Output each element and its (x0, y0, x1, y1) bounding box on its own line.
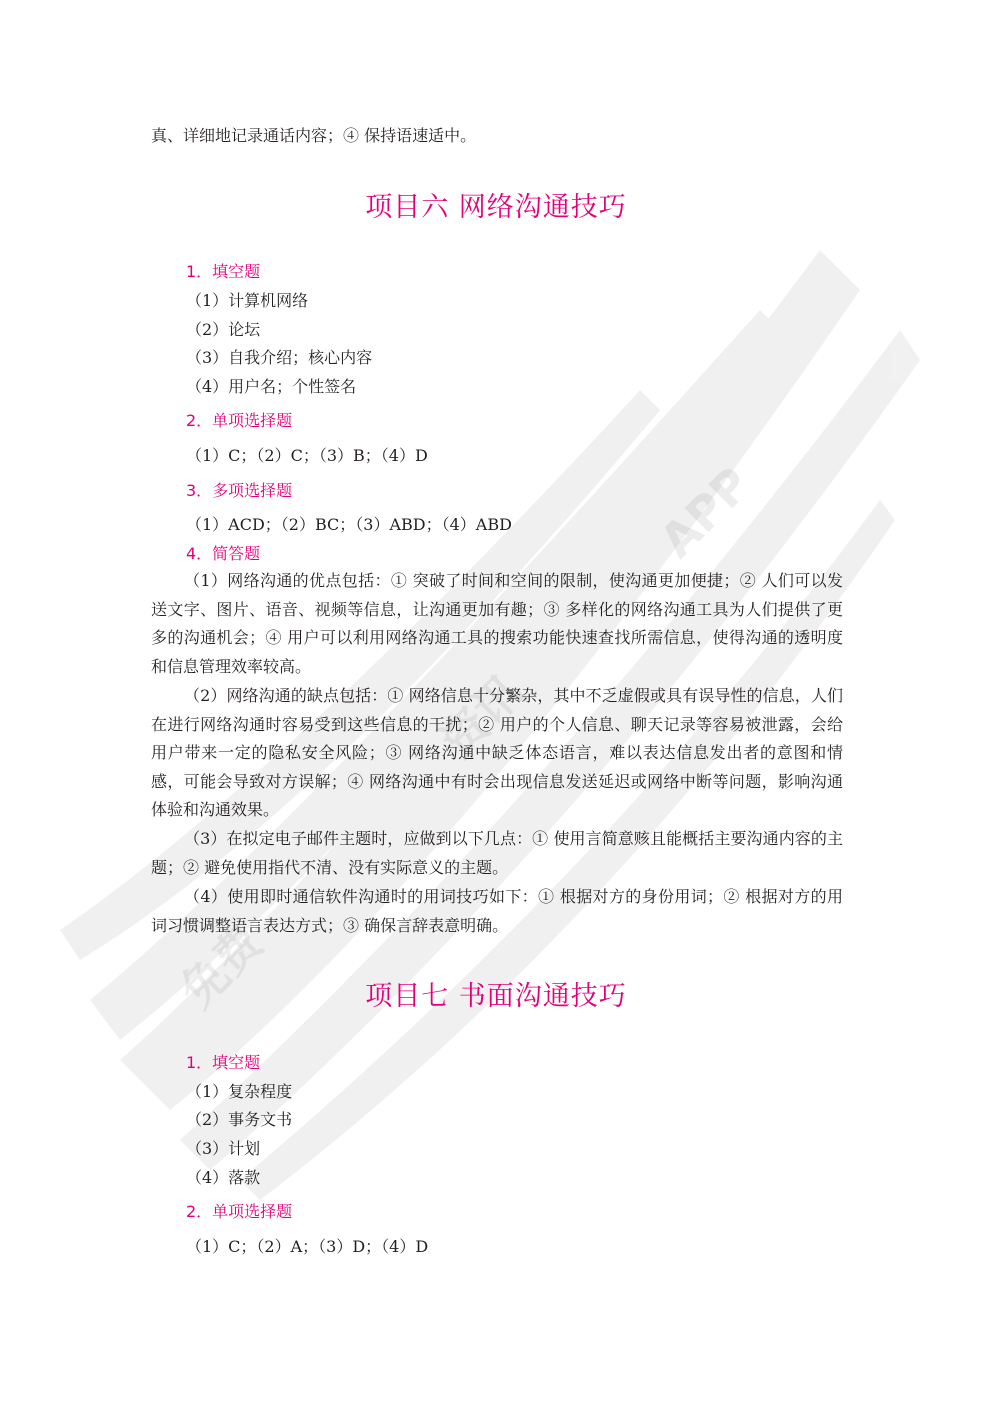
section7-single-heading: 2．单项选择题 (186, 1202, 293, 1221)
section7-fill-item: （2）事务文书 (186, 1110, 293, 1129)
section6-short-answer: （2）网络沟通的缺点包括：① 网络信息十分繁杂，其中不乏虚假或具有误导性的信息，人们在进行网络沟通时容易受到这些信息的干扰；② 用户的个人信息、聊天记录等容易被泄露，会给用户带来一定的隐私安全风险；③ 网络沟通中缺乏体态语言，难以表达信息发出者的意图和情感，可能会导致对方误解；④ 网络沟通中有时会出现信息发送延迟或网络中断等问题，影响沟通体验和沟通效果。 (151, 686, 843, 820)
section6-multi-heading: 3．多项选择题 (186, 481, 293, 500)
svg-text:APP: APP (649, 456, 761, 568)
section6-multi-answers: （1）ACD；（2）BC；（3）ABD；（4）ABD (186, 515, 512, 534)
section6-short-answer: （4）使用即时通信软件沟通时的用词技巧如下：① 根据对方的身份用词；② 根据对方的用词习惯调整语言表达方式；③ 确保言辞表意明确。 (151, 887, 843, 935)
section6-single-answers: （1）C；（2）C；（3）B；（4）D (186, 446, 428, 465)
section6-single-heading: 2．单项选择题 (186, 411, 293, 430)
section6-fill-item: （3）自我介绍；核心内容 (186, 348, 373, 367)
svg-text:免费: 免费 (169, 914, 273, 1018)
section7-fill-item: （1）复杂程度 (186, 1082, 293, 1101)
section7-fill-item: （4）落款 (186, 1168, 261, 1187)
section6-short-answer: （1）网络沟通的优点包括：① 突破了时间和空间的限制，使沟通更加便捷；② 人们可以发送文字、图片、语音、视频等信息，让沟通更加有趣；③ 多样化的网络沟通工具为人们提供了更多的沟通机会；④ 用户可以利用网络沟通工具的搜索功能快速查找所需信息，使得沟通的透明度和信息管理效率较高。 (151, 571, 843, 676)
section7-single-answers: （1）C；（2）A；（3）D；（4）D (186, 1237, 429, 1256)
section6-short-answer: （3）在拟定电子邮件主题时，应做到以下几点：① 使用言简意赅且能概括主要沟通内容的主题；② 避免使用指代不清、没有实际意义的主题。 (151, 829, 843, 877)
section6-fill-item: （2）论坛 (186, 320, 261, 339)
svg-text:资讯: 资讯 (429, 664, 533, 768)
section7-title: 项目七 书面沟通技巧 (365, 981, 627, 1012)
section6-fill-item: （1）计算机网络 (186, 291, 309, 310)
continued-line: 真、详细地记录通话内容；④ 保持语速适中。 (151, 126, 477, 145)
section6-fill-heading: 1．填空题 (186, 262, 261, 281)
section6-short-heading: 4．简答题 (186, 544, 261, 563)
section7-fill-item: （3）计划 (186, 1139, 261, 1158)
section7-fill-heading: 1．填空题 (186, 1053, 261, 1072)
section6-title: 项目六 网络沟通技巧 (365, 192, 627, 223)
section6-fill-item: （4）用户名；个性签名 (186, 377, 357, 396)
